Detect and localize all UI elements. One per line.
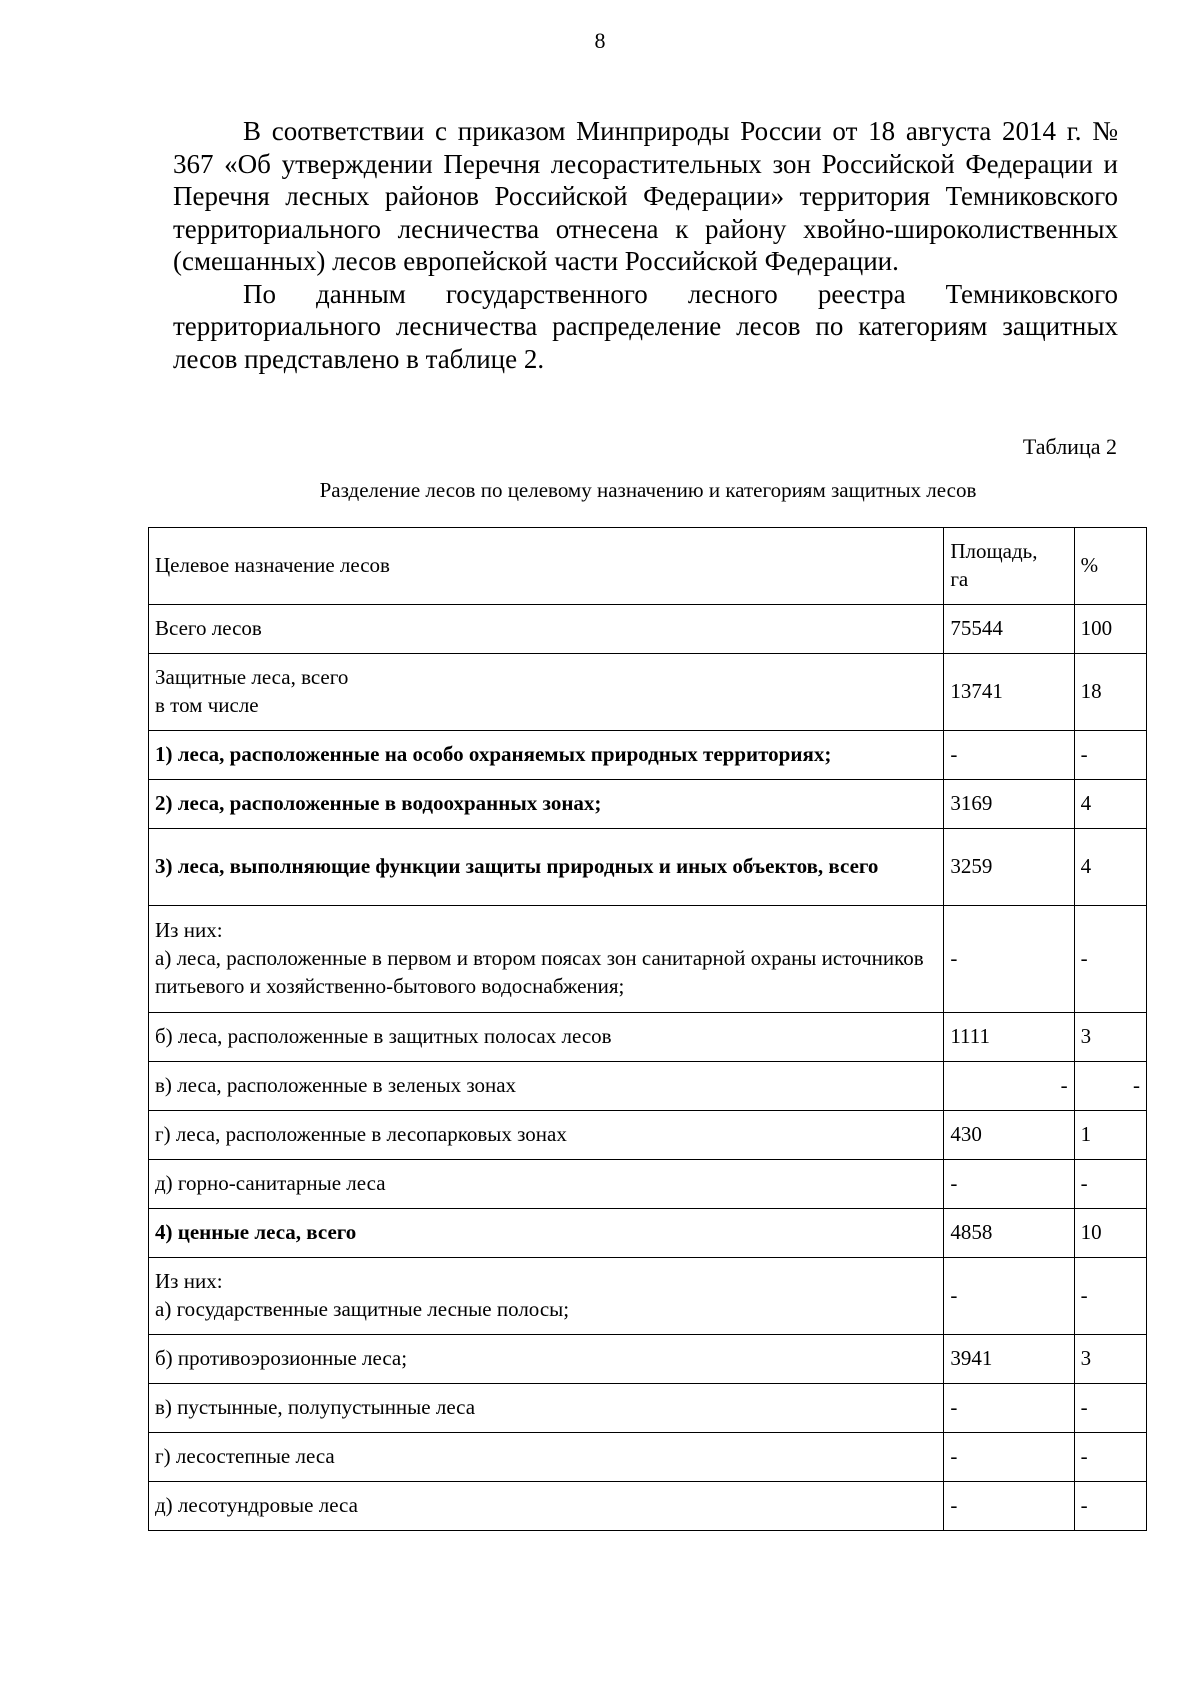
table-row xyxy=(149,829,1147,906)
row-percent-cell: 10 xyxy=(1074,1209,1146,1258)
table-row xyxy=(149,780,1147,829)
row-name-cell: Всего лесов xyxy=(149,605,944,654)
row-area-cell: 13741 xyxy=(944,654,1074,731)
row-percent-cell: - xyxy=(1074,1160,1146,1209)
row-name-cell: Из них: а) леса, расположенные в первом и втором поясах зон санитарной охраны источников питьевого и хозяйственно-бытового водоснабжения; xyxy=(149,906,944,1013)
forest-purpose-table xyxy=(148,527,1147,1531)
header-percent-cell: % xyxy=(1074,528,1146,605)
row-name-cell: 1) леса, расположенные на особо охраняемых природных территориях; xyxy=(149,731,944,780)
row-area-cell: - xyxy=(944,1062,1074,1111)
row-name-cell: в) пустынные, полупустынные леса xyxy=(149,1384,944,1433)
row-name-cell: б) противоэрозионные леса; xyxy=(149,1335,944,1384)
row-name-cell: 3) леса, выполняющие функции защиты природных и иных объектов, всего xyxy=(149,829,944,906)
table-row xyxy=(149,1335,1147,1384)
table-header-row xyxy=(149,528,1147,605)
row-percent-cell: - xyxy=(1074,1258,1146,1335)
row-area-cell: - xyxy=(944,731,1074,780)
row-name-cell: г) леса, расположенные в лесопарковых зонах xyxy=(149,1111,944,1160)
table-row xyxy=(149,1160,1147,1209)
table-row xyxy=(149,1482,1147,1531)
row-percent-cell: 4 xyxy=(1074,829,1146,906)
row-name-cell: в) леса, расположенные в зеленых зонах xyxy=(149,1062,944,1111)
table-row xyxy=(149,1433,1147,1482)
row-percent-cell: - xyxy=(1074,1062,1146,1111)
row-percent-cell: 3 xyxy=(1074,1335,1146,1384)
table-row xyxy=(149,1258,1147,1335)
row-area-cell: 430 xyxy=(944,1111,1074,1160)
row-area-cell: - xyxy=(944,1160,1074,1209)
body-text xyxy=(173,115,1118,375)
row-percent-cell: 1 xyxy=(1074,1111,1146,1160)
row-area-cell: 75544 xyxy=(944,605,1074,654)
paragraph: В соответствии с приказом Минприроды России от 18 августа 2014 г. № 367 «Об утверждении Перечня лесорастительных зон Российской Федерации и Перечня лесных районов Российской Федерации» территория Темниковского территориального лесничества отнесена к району хвойно-широколиственных (смешанных) лесов европейской части Российской Федерации. xyxy=(173,116,1118,276)
row-area-cell: 3169 xyxy=(944,780,1074,829)
row-area-cell: - xyxy=(944,1384,1074,1433)
row-area-cell: - xyxy=(944,906,1074,1013)
row-name-cell: Защитные леса, всего в том числе xyxy=(149,654,944,731)
row-name-cell: 2) леса, расположенные в водоохранных зонах; xyxy=(149,780,944,829)
header-name-cell: Целевое назначение лесов xyxy=(149,528,944,605)
row-percent-cell: 3 xyxy=(1074,1013,1146,1062)
row-name-cell: д) горно-санитарные леса xyxy=(149,1160,944,1209)
row-name-cell: б) леса, расположенные в защитных полосах лесов xyxy=(149,1013,944,1062)
row-percent-cell: 4 xyxy=(1074,780,1146,829)
row-percent-cell: - xyxy=(1074,1433,1146,1482)
row-area-cell: 4858 xyxy=(944,1209,1074,1258)
row-percent-cell: - xyxy=(1074,1384,1146,1433)
table-label: Таблица 2 xyxy=(1022,434,1117,459)
row-name-cell: Из них: а) государственные защитные лесные полосы; xyxy=(149,1258,944,1335)
table-row xyxy=(149,731,1147,780)
table-caption: Разделение лесов по целевому назначению и категориям защитных лесов xyxy=(319,478,977,502)
row-percent-cell: 18 xyxy=(1074,654,1146,731)
row-percent-cell: - xyxy=(1074,731,1146,780)
row-name-cell: 4) ценные леса, всего xyxy=(149,1209,944,1258)
row-area-cell: - xyxy=(944,1482,1074,1531)
row-name-cell: г) лесостепные леса xyxy=(149,1433,944,1482)
table-row xyxy=(149,1111,1147,1160)
table-row xyxy=(149,1062,1147,1111)
row-area-cell: 3259 xyxy=(944,829,1074,906)
table-row xyxy=(149,605,1147,654)
row-percent-cell: - xyxy=(1074,1482,1146,1531)
table-row xyxy=(149,1384,1147,1433)
page-number: 8 xyxy=(594,28,606,53)
row-percent-cell: 100 xyxy=(1074,605,1146,654)
row-percent-cell: - xyxy=(1074,906,1146,1013)
table-row xyxy=(149,654,1147,731)
paragraph: По данным государственного лесного реестра Темниковского территориального лесничества распределение лесов по категориям защитных лесов представлено в таблице 2. xyxy=(173,278,1118,374)
table-row xyxy=(149,1013,1147,1062)
header-area-cell: Площадь, га xyxy=(944,528,1074,605)
row-name-cell: д) лесотундровые леса xyxy=(149,1482,944,1531)
row-area-cell: - xyxy=(944,1433,1074,1482)
row-area-cell: - xyxy=(944,1258,1074,1335)
row-area-cell: 1111 xyxy=(944,1013,1074,1062)
row-area-cell: 3941 xyxy=(944,1335,1074,1384)
table-row xyxy=(149,1209,1147,1258)
table-row xyxy=(149,906,1147,1013)
